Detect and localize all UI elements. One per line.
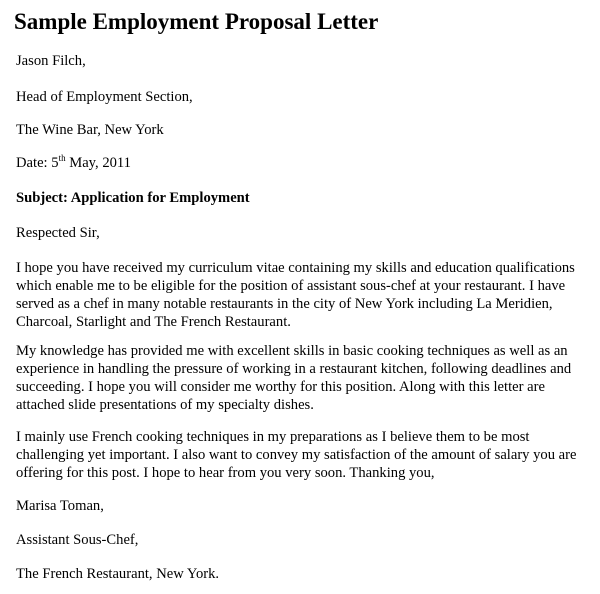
letter-date [16, 154, 131, 172]
date-label: Date: 5 [16, 155, 59, 171]
paragraph-1 [16, 259, 588, 331]
date-superscript: th [58, 153, 66, 164]
sender-name: Jason Filch, [16, 53, 86, 69]
salutation: Respected Sir, [16, 225, 100, 241]
letter-subject: Subject: Application for Employment [16, 190, 250, 206]
paragraph-line: I hope you have received my curriculum vitae containing my skills and education qualifications [16, 260, 575, 276]
paragraph-line: I mainly use French cooking techniques in my preparations as I believe them to be most [16, 429, 530, 445]
paragraph-line: Charcoal, Starlight and The French Restaurant. [16, 314, 291, 330]
sender-address: The Wine Bar, New York [16, 122, 164, 138]
sender-position: Head of Employment Section, [16, 89, 193, 105]
paragraph-2 [16, 342, 588, 414]
paragraph-line: challenging yet important. I also want to convey my satisfaction of the amount of salary you are [16, 447, 577, 463]
signoff-address: The French Restaurant, New York. [16, 566, 220, 582]
signoff-name: Marisa Toman, [16, 498, 104, 514]
paragraph-line: attached slide presentations of my specialty dishes. [16, 397, 314, 413]
date-rest: May, 2011 [65, 155, 131, 171]
paragraph-3 [16, 428, 588, 482]
document-title: Sample Employment Proposal Letter [14, 9, 379, 34]
paragraph-line: which enable me to be eligible for the position of assistant sous-chef at your restaurant. I have [16, 278, 566, 294]
paragraph-line: offering for this post. I hope to hear from you very soon. Thanking you, [16, 465, 435, 481]
paragraph-line: succeeding. I hope you will consider me worthy for this position. Along with this letter are [16, 379, 545, 395]
paragraph-line: served as a chef in many notable restaurants in the city of New York including La Meridien, [16, 296, 553, 312]
paragraph-line: My knowledge has provided me with excellent skills in basic cooking techniques as well as an [16, 343, 568, 359]
paragraph-line: experience in handling the pressure of working in a restaurant kitchen, following deadlines and [16, 361, 572, 377]
signoff-position: Assistant Sous-Chef, [16, 532, 139, 548]
